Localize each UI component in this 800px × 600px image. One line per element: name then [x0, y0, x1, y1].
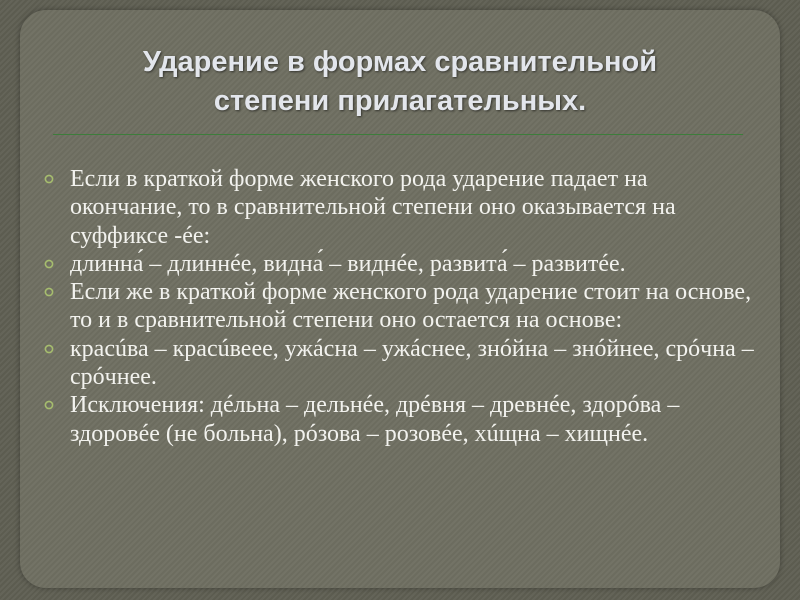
ring-bullet-icon [44, 344, 54, 354]
slide-title-line-1: Ударение в формах сравнительной [142, 46, 658, 78]
bullet-text: Если же в краткой форме женского рода ударение стоит на основе, то и в сравнительной степени оно остается на основе: [70, 279, 752, 334]
ring-bullet-icon [44, 259, 54, 269]
bullet-text: Исключения: дéльна – дельнée, дрéвня – древнée, здорóва – здоровée (не больна), рóзова – розовée, хúщна – хищнée. [70, 392, 680, 447]
bullet-text: Если в краткой форме женского рода ударение падает на окончание, то в сравнительной степени оно оказывается на суффиксе -ée: [70, 166, 676, 249]
slide [20, 10, 780, 588]
bullet-text: длинна́ – длиннée, видна́ – виднée, развита́ – развитéе. [70, 250, 626, 277]
title-divider [53, 134, 743, 135]
bullet-item-example-stem [42, 335, 762, 392]
bullet-item-rule-stem [42, 278, 762, 335]
bullet-item-exceptions [42, 391, 762, 448]
slide-title [60, 43, 740, 121]
ring-bullet-icon [44, 174, 54, 184]
ring-bullet-icon [44, 287, 54, 297]
bullet-item-example-ending [42, 250, 762, 278]
bullet-item-rule-ending [42, 165, 762, 250]
bullet-text: красúва – красúвеее, ужáсна – ужáснее, знóйна – знóйнее, срóчна – срóчнее. [70, 335, 754, 391]
slide-title-line-2: степени прилагательных. [213, 85, 587, 117]
ring-bullet-icon [44, 400, 54, 410]
bullet-list [42, 165, 762, 448]
